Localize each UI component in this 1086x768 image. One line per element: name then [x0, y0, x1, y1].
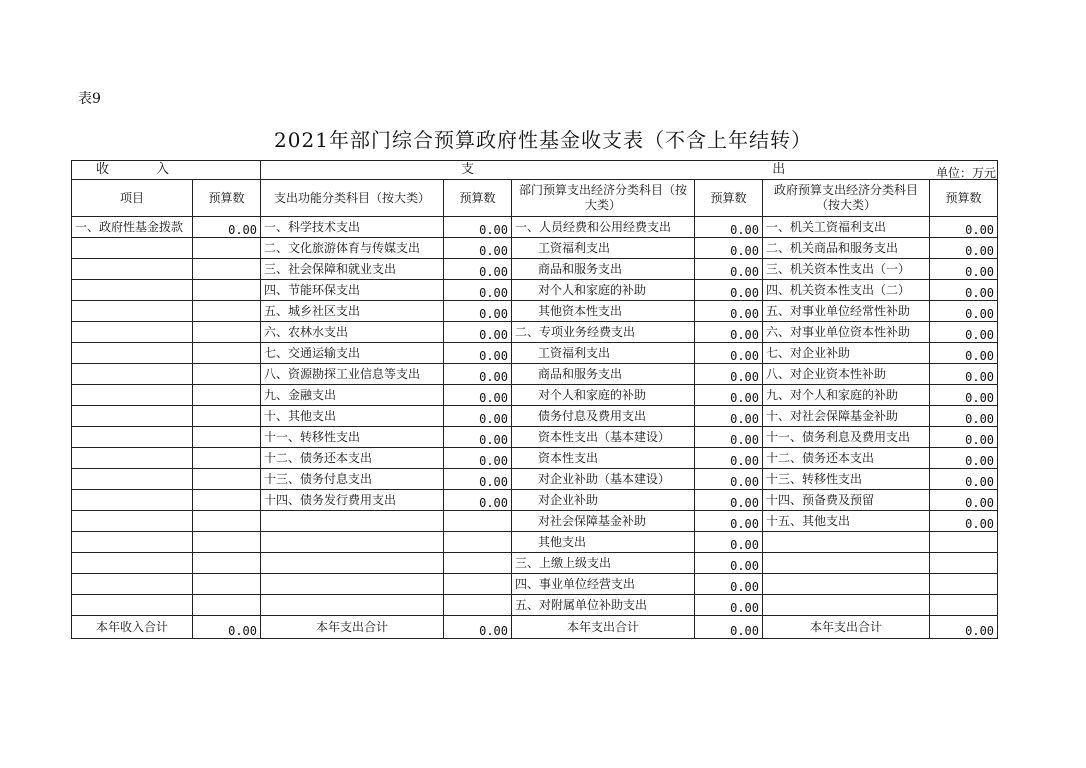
header-row-group: [72, 161, 998, 180]
table-row: [72, 595, 998, 616]
dept-value-cell: 0.00: [695, 532, 763, 553]
gov-value-cell: 0.00: [930, 511, 998, 532]
gov-item-cell: 十四、预备费及预留: [763, 490, 930, 511]
dept-value-cell: 0.00: [695, 448, 763, 469]
table-row: [72, 448, 998, 469]
income-item-cell: 一、政府性基金拨款: [72, 217, 193, 238]
func-item-cell: 十、其他支出: [261, 406, 444, 427]
col-header-budget: 预算数: [444, 180, 512, 217]
income-item-cell: [72, 553, 193, 574]
gov-item-cell: 十一、债务利息及费用支出: [763, 427, 930, 448]
income-item-cell: [72, 427, 193, 448]
income-item-cell: [72, 322, 193, 343]
gov-item-cell: 三、机关资本性支出（一）: [763, 259, 930, 280]
dept-total-label: 本年支出合计: [512, 616, 695, 639]
func-value-cell: [444, 595, 512, 616]
table-number: 表9: [78, 91, 101, 107]
gov-value-cell: [930, 574, 998, 595]
dept-value-cell: 0.00: [695, 385, 763, 406]
table-row: [72, 238, 998, 259]
income-value-cell: [193, 280, 261, 301]
func-item-cell: [261, 511, 444, 532]
dept-value-cell: 0.00: [695, 490, 763, 511]
gov-value-cell: 0.00: [930, 406, 998, 427]
dept-item-cell: 其他支出: [512, 532, 695, 553]
func-value-cell: 0.00: [444, 343, 512, 364]
table-row: [72, 469, 998, 490]
dept-item-cell: 四、事业单位经营支出: [512, 574, 695, 595]
income-value-cell: [193, 343, 261, 364]
dept-value-cell: 0.00: [695, 595, 763, 616]
income-value-cell: [193, 406, 261, 427]
gov-item-cell: 十二、债务还本支出: [763, 448, 930, 469]
gov-value-cell: 0.00: [930, 469, 998, 490]
income-value-cell: [193, 553, 261, 574]
col-header-item: 项目: [72, 180, 193, 217]
func-item-cell: 十一、转移性支出: [261, 427, 444, 448]
gov-item-cell: 七、对企业补助: [763, 343, 930, 364]
func-value-cell: 0.00: [444, 364, 512, 385]
income-value-cell: [193, 511, 261, 532]
dept-total-value: 0.00: [695, 616, 763, 639]
func-item-cell: 四、节能环保支出: [261, 280, 444, 301]
expense-group-a: 支: [461, 162, 475, 177]
gov-item-cell: 九、对个人和家庭的补助: [763, 385, 930, 406]
gov-item-cell: 五、对事业单位经常性补助: [763, 301, 930, 322]
income-value-cell: [193, 259, 261, 280]
dept-item-cell: 一、人员经费和公用经费支出: [512, 217, 695, 238]
dept-item-cell: 资本性支出（基本建设）: [512, 427, 695, 448]
dept-value-cell: 0.00: [695, 469, 763, 490]
func-value-cell: 0.00: [444, 322, 512, 343]
gov-item-cell: [763, 574, 930, 595]
dept-value-cell: 0.00: [695, 364, 763, 385]
gov-item-cell: 十三、转移性支出: [763, 469, 930, 490]
income-item-cell: [72, 343, 193, 364]
income-value-cell: [193, 574, 261, 595]
gov-value-cell: 0.00: [930, 238, 998, 259]
func-item-cell: 七、交通运输支出: [261, 343, 444, 364]
dept-item-cell: 商品和服务支出: [512, 364, 695, 385]
func-value-cell: [444, 574, 512, 595]
income-item-cell: [72, 574, 193, 595]
header-row-columns: [72, 180, 998, 217]
dept-value-cell: 0.00: [695, 511, 763, 532]
table-row: [72, 574, 998, 595]
income-group-b: 入: [156, 162, 170, 177]
col-header-gov-econ: 政府预算支出经济分类科目（按大类）: [763, 180, 930, 217]
func-value-cell: 0.00: [444, 448, 512, 469]
income-value-cell: [193, 469, 261, 490]
dept-value-cell: 0.00: [695, 574, 763, 595]
totals-row: [72, 616, 998, 639]
func-item-cell: 十三、债务付息支出: [261, 469, 444, 490]
income-value-cell: [193, 448, 261, 469]
unit-label: 单位：万元: [936, 166, 997, 180]
table-row: [72, 553, 998, 574]
income-item-cell: [72, 595, 193, 616]
table-row: [72, 511, 998, 532]
gov-item-cell: [763, 532, 930, 553]
income-item-cell: [72, 490, 193, 511]
income-item-cell: [72, 469, 193, 490]
func-value-cell: [444, 511, 512, 532]
income-item-cell: [72, 280, 193, 301]
budget-table: [71, 160, 998, 639]
gov-value-cell: 0.00: [930, 343, 998, 364]
income-total-value: 0.00: [193, 616, 261, 639]
func-item-cell: [261, 574, 444, 595]
gov-value-cell: 0.00: [930, 490, 998, 511]
func-value-cell: 0.00: [444, 469, 512, 490]
dept-item-cell: 三、上缴上级支出: [512, 553, 695, 574]
func-value-cell: 0.00: [444, 427, 512, 448]
col-header-dept-econ: 部门预算支出经济分类科目（按大类）: [512, 180, 695, 217]
income-item-cell: [72, 385, 193, 406]
gov-value-cell: 0.00: [930, 217, 998, 238]
func-item-cell: 二、文化旅游体育与传媒支出: [261, 238, 444, 259]
func-value-cell: 0.00: [444, 385, 512, 406]
dept-item-cell: 工资福利支出: [512, 343, 695, 364]
gov-value-cell: 0.00: [930, 322, 998, 343]
func-value-cell: 0.00: [444, 490, 512, 511]
col-header-budget: 预算数: [695, 180, 763, 217]
dept-item-cell: 对企业补助（基本建设）: [512, 469, 695, 490]
func-value-cell: [444, 532, 512, 553]
gov-item-cell: 四、机关资本性支出（二）: [763, 280, 930, 301]
table-row: [72, 301, 998, 322]
income-item-cell: [72, 532, 193, 553]
func-item-cell: [261, 553, 444, 574]
gov-item-cell: 一、机关工资福利支出: [763, 217, 930, 238]
table-row: [72, 217, 998, 238]
income-value-cell: [193, 532, 261, 553]
func-item-cell: 十四、债务发行费用支出: [261, 490, 444, 511]
dept-item-cell: 商品和服务支出: [512, 259, 695, 280]
dept-value-cell: 0.00: [695, 280, 763, 301]
table-row: [72, 343, 998, 364]
gov-value-cell: 0.00: [930, 364, 998, 385]
gov-value-cell: 0.00: [930, 385, 998, 406]
gov-item-cell: 八、对企业资本性补助: [763, 364, 930, 385]
dept-item-cell: 工资福利支出: [512, 238, 695, 259]
dept-value-cell: 0.00: [695, 427, 763, 448]
income-value-cell: [193, 490, 261, 511]
income-value-cell: [193, 364, 261, 385]
table-row: [72, 490, 998, 511]
func-item-cell: [261, 532, 444, 553]
func-item-cell: [261, 595, 444, 616]
page-title: 2021年部门综合预算政府性基金收支表（不含上年结转）: [274, 128, 812, 152]
dept-item-cell: 对企业补助: [512, 490, 695, 511]
func-value-cell: 0.00: [444, 301, 512, 322]
income-item-cell: [72, 259, 193, 280]
income-item-cell: [72, 238, 193, 259]
table-row: [72, 364, 998, 385]
gov-value-cell: [930, 595, 998, 616]
col-header-budget: 预算数: [930, 180, 998, 217]
income-item-cell: [72, 406, 193, 427]
func-value-cell: 0.00: [444, 217, 512, 238]
income-item-cell: [72, 511, 193, 532]
income-item-cell: [72, 448, 193, 469]
income-value-cell: [193, 301, 261, 322]
dept-value-cell: 0.00: [695, 238, 763, 259]
dept-value-cell: 0.00: [695, 301, 763, 322]
dept-item-cell: 对社会保障基金补助: [512, 511, 695, 532]
income-value-cell: 0.00: [193, 217, 261, 238]
dept-value-cell: 0.00: [695, 322, 763, 343]
income-value-cell: [193, 238, 261, 259]
income-group-a: 收: [96, 162, 110, 177]
func-item-cell: 十二、债务还本支出: [261, 448, 444, 469]
func-item-cell: 五、城乡社区支出: [261, 301, 444, 322]
dept-item-cell: 资本性支出: [512, 448, 695, 469]
gov-value-cell: 0.00: [930, 259, 998, 280]
dept-value-cell: 0.00: [695, 343, 763, 364]
table-row: [72, 406, 998, 427]
gov-item-cell: 二、机关商品和服务支出: [763, 238, 930, 259]
gov-value-cell: 0.00: [930, 448, 998, 469]
col-header-budget: 预算数: [193, 180, 261, 217]
income-total-label: 本年收入合计: [72, 616, 193, 639]
gov-item-cell: [763, 553, 930, 574]
table-row: [72, 280, 998, 301]
gov-item-cell: 十五、其他支出: [763, 511, 930, 532]
dept-item-cell: 其他资本性支出: [512, 301, 695, 322]
dept-value-cell: 0.00: [695, 217, 763, 238]
expense-group-header: [261, 161, 998, 180]
income-group-header: [72, 161, 261, 180]
func-total-value: 0.00: [444, 616, 512, 639]
func-value-cell: 0.00: [444, 238, 512, 259]
func-item-cell: 八、资源勘探工业信息等支出: [261, 364, 444, 385]
table-row: [72, 427, 998, 448]
func-item-cell: 一、科学技术支出: [261, 217, 444, 238]
func-item-cell: 三、社会保障和就业支出: [261, 259, 444, 280]
dept-item-cell: 二、专项业务经费支出: [512, 322, 695, 343]
gov-item-cell: [763, 595, 930, 616]
func-total-label: 本年支出合计: [261, 616, 444, 639]
dept-item-cell: 五、对附属单位补助支出: [512, 595, 695, 616]
func-value-cell: 0.00: [444, 259, 512, 280]
table-row: [72, 259, 998, 280]
gov-total-label: 本年支出合计: [763, 616, 930, 639]
income-item-cell: [72, 364, 193, 385]
income-value-cell: [193, 322, 261, 343]
func-item-cell: 九、金融支出: [261, 385, 444, 406]
expense-group-b: 出: [772, 162, 786, 177]
func-value-cell: 0.00: [444, 406, 512, 427]
table-row: [72, 322, 998, 343]
gov-value-cell: [930, 553, 998, 574]
table-row: [72, 385, 998, 406]
dept-item-cell: 对个人和家庭的补助: [512, 280, 695, 301]
income-value-cell: [193, 595, 261, 616]
gov-item-cell: 六、对事业单位资本性补助: [763, 322, 930, 343]
func-item-cell: 六、农林水支出: [261, 322, 444, 343]
dept-value-cell: 0.00: [695, 259, 763, 280]
table-row: [72, 532, 998, 553]
col-header-func: 支出功能分类科目（按大类）: [261, 180, 444, 217]
dept-item-cell: 债务付息及费用支出: [512, 406, 695, 427]
gov-item-cell: 十、对社会保障基金补助: [763, 406, 930, 427]
gov-value-cell: 0.00: [930, 280, 998, 301]
gov-total-value: 0.00: [930, 616, 998, 639]
income-value-cell: [193, 427, 261, 448]
func-value-cell: 0.00: [444, 280, 512, 301]
gov-value-cell: 0.00: [930, 301, 998, 322]
dept-item-cell: 对个人和家庭的补助: [512, 385, 695, 406]
gov-value-cell: 0.00: [930, 427, 998, 448]
dept-value-cell: 0.00: [695, 406, 763, 427]
gov-value-cell: [930, 532, 998, 553]
income-item-cell: [72, 301, 193, 322]
dept-value-cell: 0.00: [695, 553, 763, 574]
func-value-cell: [444, 553, 512, 574]
income-value-cell: [193, 385, 261, 406]
